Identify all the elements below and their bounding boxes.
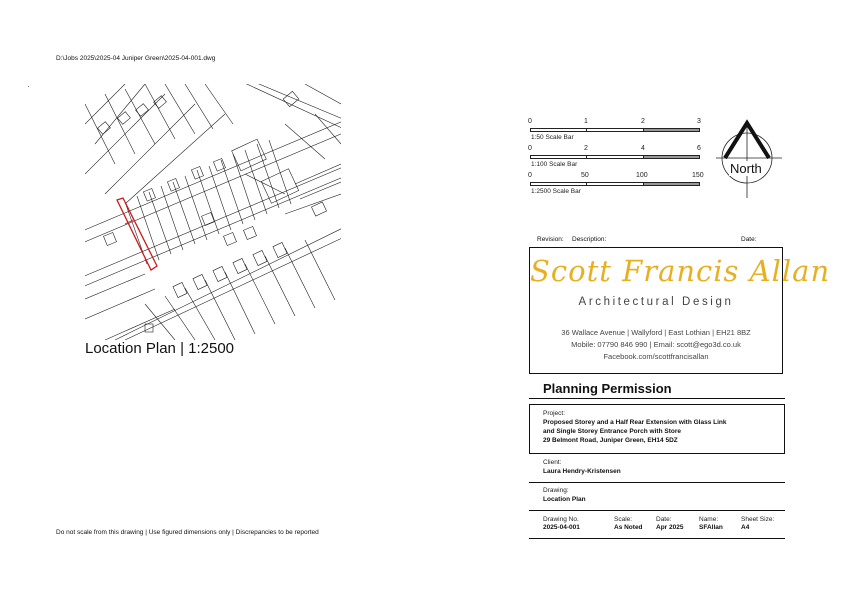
- name-value: SFAllan: [699, 524, 723, 531]
- scale-bar-3-caption: 1:2500 Scale Bar: [531, 188, 581, 195]
- scale-bar-3-tick-2: 100: [636, 172, 648, 179]
- architect-contact: Mobile: 07790 846 990 | Email: scott@ego3d.co.uk: [571, 340, 741, 349]
- north-label: North: [730, 161, 762, 176]
- architect-signature: Scott Francis Allan: [530, 254, 831, 288]
- scale-bar-2-tick-3: 6: [697, 145, 701, 152]
- sheet-size-value: A4: [741, 524, 750, 531]
- scale-bar-2-tick-0: 0: [528, 145, 532, 152]
- project-line-2: and Single Storey Entrance Porch with Store: [543, 428, 681, 435]
- date-label: Date:: [656, 516, 672, 523]
- scale-bar-1-caption: 1:50 Scale Bar: [531, 134, 574, 141]
- scale-label: Scale:: [614, 516, 633, 523]
- location-plan-map: [85, 84, 341, 340]
- architect-address: 36 Wallace Avenue | Wallyford | East Lothian | EH21 8BZ: [561, 328, 751, 337]
- project-line-3: 29 Belmont Road, Juniper Green, EH14 5DZ: [543, 437, 678, 444]
- divider: [529, 482, 785, 483]
- planning-title: Planning Permission: [543, 381, 672, 396]
- scale-bar-1-tick-3: 3: [697, 118, 701, 125]
- drawing-no-value: 2025-04-001: [543, 524, 580, 531]
- project-line-1: Proposed Storey and a Half Rear Extension with Glass Link: [543, 419, 727, 426]
- scale-bar-3-tick-1: 50: [581, 172, 589, 179]
- architect-logo-box: [529, 247, 831, 374]
- revision-date-label: Date:: [741, 236, 757, 243]
- architect-facebook: Facebook.com/scottfrancisallan: [603, 352, 709, 361]
- divider: [529, 398, 785, 399]
- scale-bar-3-tick-0: 0: [528, 172, 532, 179]
- scale-bar-3: [530, 182, 700, 186]
- divider: [529, 510, 785, 511]
- site-map-svg: [85, 84, 341, 340]
- scale-bar-2-tick-1: 2: [584, 145, 588, 152]
- name-label: Name:: [699, 516, 719, 523]
- drawing-no-label: Drawing No.: [543, 516, 579, 523]
- scale-bar-2-caption: 1:100 Scale Bar: [531, 161, 578, 168]
- project-label: Project:: [543, 410, 566, 417]
- footer-note: Do not scale from this drawing | Use figured dimensions only | Discrepancies to be reported: [56, 529, 319, 536]
- scale-bar-1-tick-2: 2: [641, 118, 645, 125]
- north-arrow-icon: [714, 118, 784, 200]
- scale-bar-2-tick-2: 4: [641, 145, 645, 152]
- file-path: D:\Jobs 2025\2025-04 Juniper Green\2025-04-001.dwg: [56, 55, 216, 62]
- divider: [529, 538, 785, 539]
- architect-subtitle: Architectural Design: [578, 296, 734, 308]
- scale-bar-1: [530, 128, 700, 132]
- scale-bar-1-tick-0: 0: [528, 118, 532, 125]
- scale-bar-2: [530, 155, 700, 159]
- scale-bar-3-tick-3: 150: [692, 172, 704, 179]
- client-value: Laura Hendry-Kristensen: [543, 468, 621, 475]
- drawing-value: Location Plan: [543, 496, 586, 503]
- stray-mark: [28, 86, 29, 87]
- description-label: Description:: [572, 236, 607, 243]
- location-plan-title: Location Plan | 1:2500: [85, 340, 235, 357]
- revision-label: Revision:: [537, 236, 564, 243]
- date-value: Apr 2025: [656, 524, 684, 531]
- scale-bar-1-tick-1: 1: [584, 118, 588, 125]
- drawing-label: Drawing:: [543, 487, 569, 494]
- client-label: Client:: [543, 459, 562, 466]
- sheet-size-label: Sheet Size:: [741, 516, 775, 523]
- scale-value: As Noted: [614, 524, 643, 531]
